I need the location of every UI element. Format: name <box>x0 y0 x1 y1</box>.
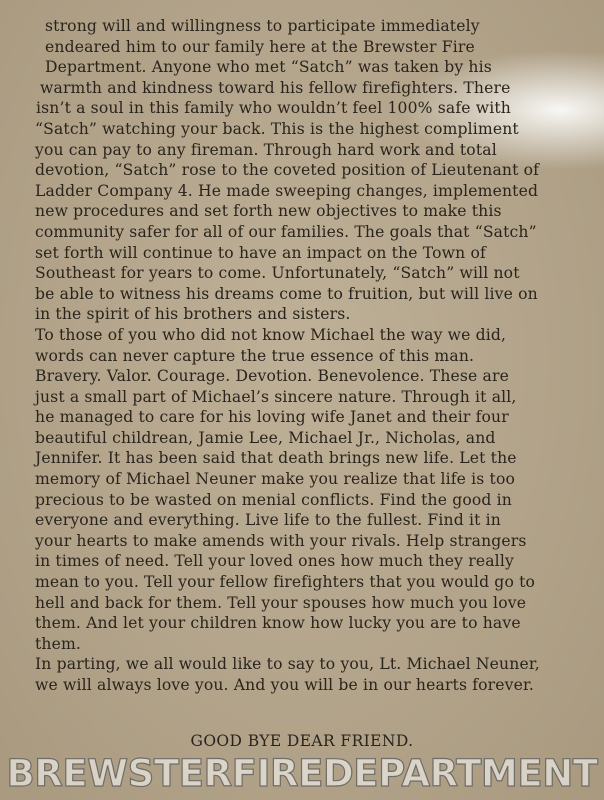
letter-body <box>30 16 590 696</box>
letter-line: community safer for all of our families. The goals that “Satch” <box>35 222 537 241</box>
letter-line: warmth and kindness toward his fellow firefighters. There <box>40 78 511 97</box>
letter-line: memory of Michael Neuner make you realize that life is too <box>35 470 516 489</box>
letter-line: mean to you. Tell your fellow firefighters that you would go to <box>35 573 536 592</box>
letter-line: isn’t a soul in this family who wouldn’t feel 100% safe with <box>36 99 511 118</box>
letter-line: strong will and willingness to participate immediately <box>45 17 480 35</box>
letter-line: them. And let your children know how lucky you are to have <box>35 614 521 633</box>
letter-line: hell and back for them. Tell your spouses how much you love <box>35 593 527 612</box>
letter-line: be able to witness his dreams come to fruition, but will live on <box>35 284 538 303</box>
letter-line: in times of need. Tell your loved ones how much they really <box>35 552 514 571</box>
letter-line: new procedures and set forth new objectives to make this <box>35 202 502 221</box>
letter-line: endeared him to our family here at the Brewster Fire <box>45 37 475 56</box>
letter-line: he managed to care for his loving wife Janet and their four <box>35 408 509 427</box>
closing-line: GOOD BYE DEAR FRIEND. <box>190 732 414 750</box>
letter-line: Department. Anyone who met “Satch” was taken by his <box>45 58 492 77</box>
letter-line: Southeast for years to come. Unfortunately, “Satch” will not <box>35 264 520 283</box>
letter-line: “Satch” watching your back. This is the highest compliment <box>35 119 519 138</box>
letter-line: we will always love you. And you will be in our hearts forever. <box>35 676 534 694</box>
watermark-text: BREWSTERFIREDEPARTMENT <box>6 752 598 795</box>
letter-line: Bravery. Valor. Courage. Devotion. Benevolence. These are <box>35 367 509 386</box>
letter-line: you can pay to any fireman. Through hard work and total <box>35 140 497 159</box>
letter-line: them. <box>35 634 82 653</box>
letter-line: in the spirit of his brothers and sisters. <box>35 305 351 324</box>
letter-line: Jennifer. It has been said that death brings new life. Let the <box>35 449 517 468</box>
letter-line: precious to be wasted on menial conflicts. Find the good in <box>35 490 512 509</box>
letter-line: set forth will continue to have an impact on the Town of <box>35 243 486 262</box>
letter-line: everyone and everything. Live life to the fullest. Find it in <box>35 511 501 530</box>
letter-line: just a small part of Michael’s sincere nature. Through it all, <box>35 387 517 406</box>
letter-line: To those of you who did not know Michael the way we did, <box>35 325 507 344</box>
letter-line: beautiful childrean, Jamie Lee, Michael Jr., Nicholas, and <box>35 428 496 447</box>
letter-line: Ladder Company 4. He made sweeping changes, implemented <box>35 181 539 200</box>
letter-line: devotion, “Satch” rose to the coveted position of Lieutenant of <box>35 161 540 180</box>
letter-line: words can never capture the true essence of this man. <box>35 346 475 365</box>
letter-line: your hearts to make amends with your rivals. Help strangers <box>35 531 527 550</box>
letter-line: In parting, we all would like to say to you, Lt. Michael Neuner, <box>35 655 540 674</box>
